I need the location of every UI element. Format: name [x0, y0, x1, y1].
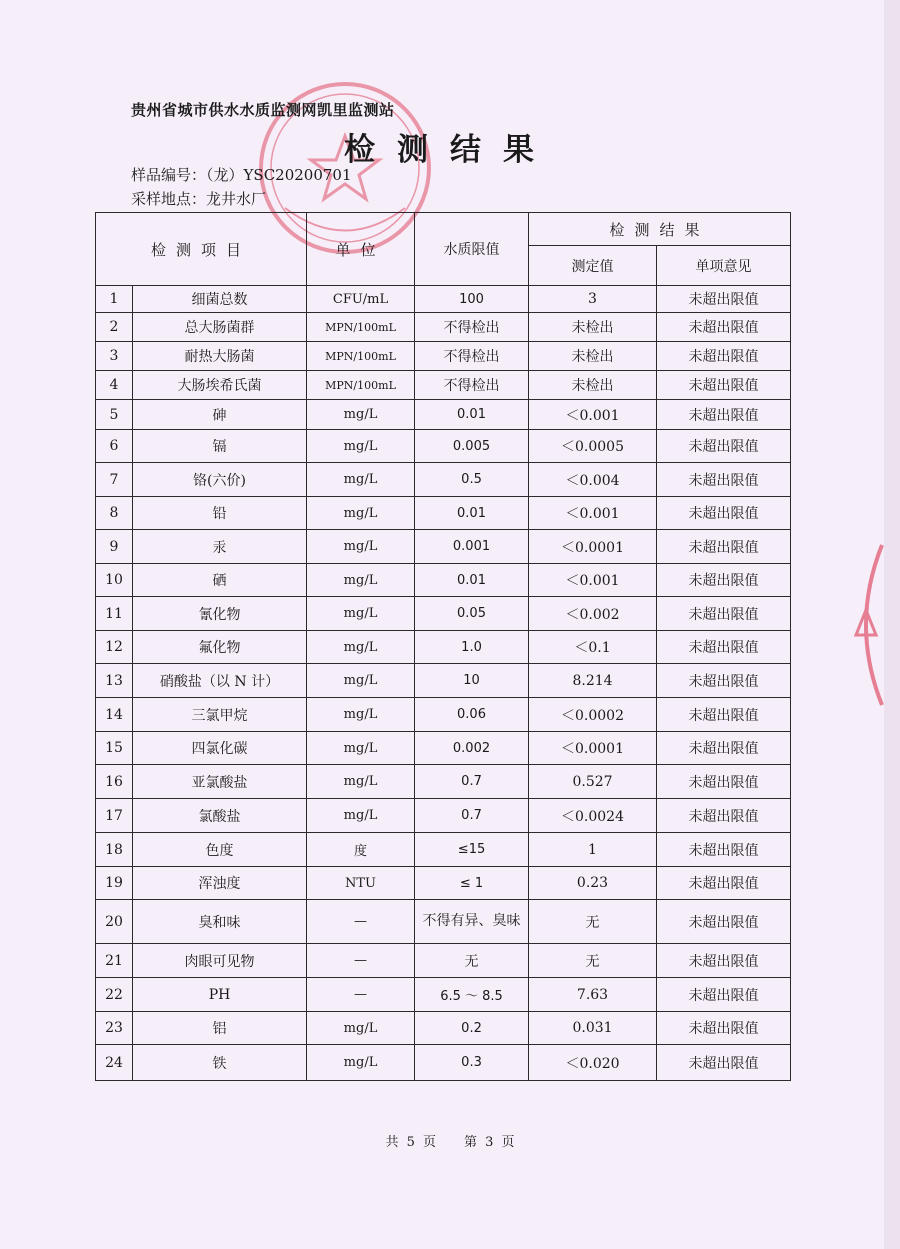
row-unit: mg/L — [307, 799, 415, 833]
table-row — [96, 664, 791, 698]
row-item: 大肠埃希氏菌 — [133, 371, 307, 400]
row-unit: mg/L — [307, 430, 415, 463]
row-limit: 不得有异、臭味 — [415, 900, 529, 944]
table-row — [96, 900, 791, 944]
row-unit: mg/L — [307, 765, 415, 799]
row-limit: 100 — [415, 286, 529, 313]
row-number: 17 — [96, 799, 133, 833]
page-footer — [0, 1131, 900, 1150]
results-table — [95, 212, 791, 1081]
row-item: 镉 — [133, 430, 307, 463]
row-measured-value: ＜0.004 — [529, 463, 657, 497]
row-number: 4 — [96, 371, 133, 400]
row-unit: MPN/100mL — [307, 342, 415, 371]
row-measured-value: 无 — [529, 900, 657, 944]
row-number: 11 — [96, 597, 133, 631]
row-number: 12 — [96, 631, 133, 664]
row-measured-value: 0.527 — [529, 765, 657, 799]
row-number: 21 — [96, 944, 133, 978]
table-row — [96, 530, 791, 564]
row-opinion: 未超出限值 — [657, 944, 791, 978]
row-limit: 0.5 — [415, 463, 529, 497]
row-limit: 0.01 — [415, 497, 529, 530]
table-row — [96, 342, 791, 371]
row-opinion: 未超出限值 — [657, 463, 791, 497]
header-unit: 单位 — [307, 213, 415, 286]
row-limit: 不得检出 — [415, 342, 529, 371]
row-item: 三氯甲烷 — [133, 698, 307, 732]
row-measured-value: ＜0.0002 — [529, 698, 657, 732]
row-unit: mg/L — [307, 664, 415, 698]
row-opinion: 未超出限值 — [657, 371, 791, 400]
row-number: 7 — [96, 463, 133, 497]
current-page: 第 3 页 — [464, 1135, 515, 1150]
row-opinion: 未超出限值 — [657, 799, 791, 833]
row-limit: 6.5 ～ 8.5 — [415, 978, 529, 1012]
row-number: 2 — [96, 313, 133, 342]
row-unit: CFU/mL — [307, 286, 415, 313]
row-number: 23 — [96, 1012, 133, 1045]
row-measured-value: ＜0.001 — [529, 400, 657, 430]
row-item: 臭和味 — [133, 900, 307, 944]
row-unit: mg/L — [307, 530, 415, 564]
row-item: 肉眼可见物 — [133, 944, 307, 978]
row-measured-value: 7.63 — [529, 978, 657, 1012]
table-row — [96, 286, 791, 313]
row-measured-value: 0.031 — [529, 1012, 657, 1045]
table-row — [96, 732, 791, 765]
row-opinion: 未超出限值 — [657, 833, 791, 867]
row-number: 19 — [96, 867, 133, 900]
row-limit: 1.0 — [415, 631, 529, 664]
row-item: 总大肠菌群 — [133, 313, 307, 342]
row-number: 18 — [96, 833, 133, 867]
table-row — [96, 944, 791, 978]
row-number: 20 — [96, 900, 133, 944]
row-opinion: 未超出限值 — [657, 978, 791, 1012]
row-limit: 0.005 — [415, 430, 529, 463]
row-measured-value: 0.23 — [529, 867, 657, 900]
row-limit: 0.7 — [415, 765, 529, 799]
row-limit: 无 — [415, 944, 529, 978]
row-item: 氟化物 — [133, 631, 307, 664]
partial-seal-stamp — [846, 540, 886, 710]
table-row — [96, 799, 791, 833]
row-item: 铬(六价) — [133, 463, 307, 497]
table-row — [96, 371, 791, 400]
row-limit: 0.002 — [415, 732, 529, 765]
row-measured-value: ＜0.001 — [529, 497, 657, 530]
row-limit: 不得检出 — [415, 313, 529, 342]
row-limit: 0.2 — [415, 1012, 529, 1045]
row-opinion: 未超出限值 — [657, 497, 791, 530]
row-opinion: 未超出限值 — [657, 430, 791, 463]
row-measured-value: ＜0.002 — [529, 597, 657, 631]
row-measured-value: ＜0.001 — [529, 564, 657, 597]
row-limit: 0.06 — [415, 698, 529, 732]
row-opinion: 未超出限值 — [657, 1045, 791, 1081]
row-measured-value: 无 — [529, 944, 657, 978]
sampling-site — [131, 188, 266, 209]
row-opinion: 未超出限值 — [657, 313, 791, 342]
row-number: 5 — [96, 400, 133, 430]
row-opinion: 未超出限值 — [657, 400, 791, 430]
row-item: 亚氯酸盐 — [133, 765, 307, 799]
row-unit: 度 — [307, 833, 415, 867]
row-limit: 0.3 — [415, 1045, 529, 1081]
table-row — [96, 631, 791, 664]
row-limit: 10 — [415, 664, 529, 698]
row-measured-value: 3 — [529, 286, 657, 313]
row-number: 3 — [96, 342, 133, 371]
row-limit: ≤ 1 — [415, 867, 529, 900]
row-measured-value: ＜0.0005 — [529, 430, 657, 463]
row-opinion: 未超出限值 — [657, 286, 791, 313]
row-item: 耐热大肠菌 — [133, 342, 307, 371]
row-opinion: 未超出限值 — [657, 1012, 791, 1045]
row-item: 色度 — [133, 833, 307, 867]
table-row — [96, 1012, 791, 1045]
total-pages: 共 5 页 — [385, 1135, 436, 1150]
row-measured-value: ＜0.020 — [529, 1045, 657, 1081]
row-opinion: 未超出限值 — [657, 732, 791, 765]
row-number: 22 — [96, 978, 133, 1012]
row-unit: — — [307, 978, 415, 1012]
row-measured-value: ＜0.0001 — [529, 732, 657, 765]
table-row — [96, 698, 791, 732]
row-unit: mg/L — [307, 732, 415, 765]
row-number: 9 — [96, 530, 133, 564]
row-unit: mg/L — [307, 1045, 415, 1081]
row-unit: mg/L — [307, 698, 415, 732]
row-opinion: 未超出限值 — [657, 698, 791, 732]
table-row — [96, 1045, 791, 1081]
row-limit: 不得检出 — [415, 371, 529, 400]
row-unit: MPN/100mL — [307, 371, 415, 400]
table-row — [96, 463, 791, 497]
table-row — [96, 564, 791, 597]
document-title: 检测结果 — [344, 132, 556, 168]
table-row — [96, 400, 791, 430]
row-opinion: 未超出限值 — [657, 342, 791, 371]
row-item: 铝 — [133, 1012, 307, 1045]
row-item: 汞 — [133, 530, 307, 564]
row-opinion: 未超出限值 — [657, 597, 791, 631]
row-unit: mg/L — [307, 463, 415, 497]
row-unit: — — [307, 900, 415, 944]
row-opinion: 未超出限值 — [657, 867, 791, 900]
header-measured: 测定值 — [529, 246, 657, 286]
row-item: PH — [133, 978, 307, 1012]
row-limit: 0.05 — [415, 597, 529, 631]
row-unit: mg/L — [307, 564, 415, 597]
row-measured-value: ＜0.1 — [529, 631, 657, 664]
table-row — [96, 597, 791, 631]
table-row — [96, 765, 791, 799]
row-limit: 0.01 — [415, 400, 529, 430]
row-opinion: 未超出限值 — [657, 900, 791, 944]
table-row — [96, 978, 791, 1012]
row-unit: NTU — [307, 867, 415, 900]
table-row — [96, 313, 791, 342]
table-row — [96, 430, 791, 463]
row-limit: 0.001 — [415, 530, 529, 564]
row-measured-value: 未检出 — [529, 342, 657, 371]
row-opinion: 未超出限值 — [657, 664, 791, 698]
scan-edge — [884, 0, 900, 1249]
sample-number-value: （龙）YSC20200701 — [206, 166, 352, 184]
row-number: 24 — [96, 1045, 133, 1081]
row-unit: mg/L — [307, 1012, 415, 1045]
row-item: 浑浊度 — [133, 867, 307, 900]
row-number: 8 — [96, 497, 133, 530]
header-result: 检测结果 — [529, 213, 791, 246]
row-item: 硝酸盐（以 N 计） — [133, 664, 307, 698]
table-row — [96, 497, 791, 530]
row-limit: ≤15 — [415, 833, 529, 867]
row-opinion: 未超出限值 — [657, 765, 791, 799]
row-item: 硒 — [133, 564, 307, 597]
row-opinion: 未超出限值 — [657, 564, 791, 597]
header-opinion: 单项意见 — [657, 246, 791, 286]
sample-number-label: 样品编号： — [131, 166, 207, 184]
row-limit: 0.7 — [415, 799, 529, 833]
row-unit: mg/L — [307, 631, 415, 664]
row-measured-value: ＜0.0001 — [529, 530, 657, 564]
row-limit: 0.01 — [415, 564, 529, 597]
row-number: 15 — [96, 732, 133, 765]
row-opinion: 未超出限值 — [657, 530, 791, 564]
header-limit: 水质限值 — [415, 213, 529, 286]
row-item: 铁 — [133, 1045, 307, 1081]
row-number: 14 — [96, 698, 133, 732]
sample-number — [131, 164, 352, 185]
row-unit: mg/L — [307, 597, 415, 631]
sampling-site-value: 龙井水厂 — [206, 190, 267, 208]
row-item: 氰化物 — [133, 597, 307, 631]
organization-name: 贵州省城市供水水质监测网凯里监测站 — [131, 101, 395, 119]
row-number: 10 — [96, 564, 133, 597]
row-number: 1 — [96, 286, 133, 313]
row-opinion: 未超出限值 — [657, 631, 791, 664]
row-unit: — — [307, 944, 415, 978]
row-item: 铅 — [133, 497, 307, 530]
row-number: 6 — [96, 430, 133, 463]
row-measured-value: 未检出 — [529, 313, 657, 342]
row-item: 氯酸盐 — [133, 799, 307, 833]
table-row — [96, 867, 791, 900]
row-item: 细菌总数 — [133, 286, 307, 313]
row-measured-value: 未检出 — [529, 371, 657, 400]
header-item: 检测项目 — [96, 213, 307, 286]
row-unit: MPN/100mL — [307, 313, 415, 342]
sampling-site-label: 采样地点： — [131, 190, 207, 208]
row-number: 16 — [96, 765, 133, 799]
row-unit: mg/L — [307, 400, 415, 430]
row-measured-value: ＜0.0024 — [529, 799, 657, 833]
row-unit: mg/L — [307, 497, 415, 530]
row-item: 砷 — [133, 400, 307, 430]
row-item: 四氯化碳 — [133, 732, 307, 765]
table-row — [96, 833, 791, 867]
row-measured-value: 8.214 — [529, 664, 657, 698]
row-measured-value: 1 — [529, 833, 657, 867]
row-number: 13 — [96, 664, 133, 698]
